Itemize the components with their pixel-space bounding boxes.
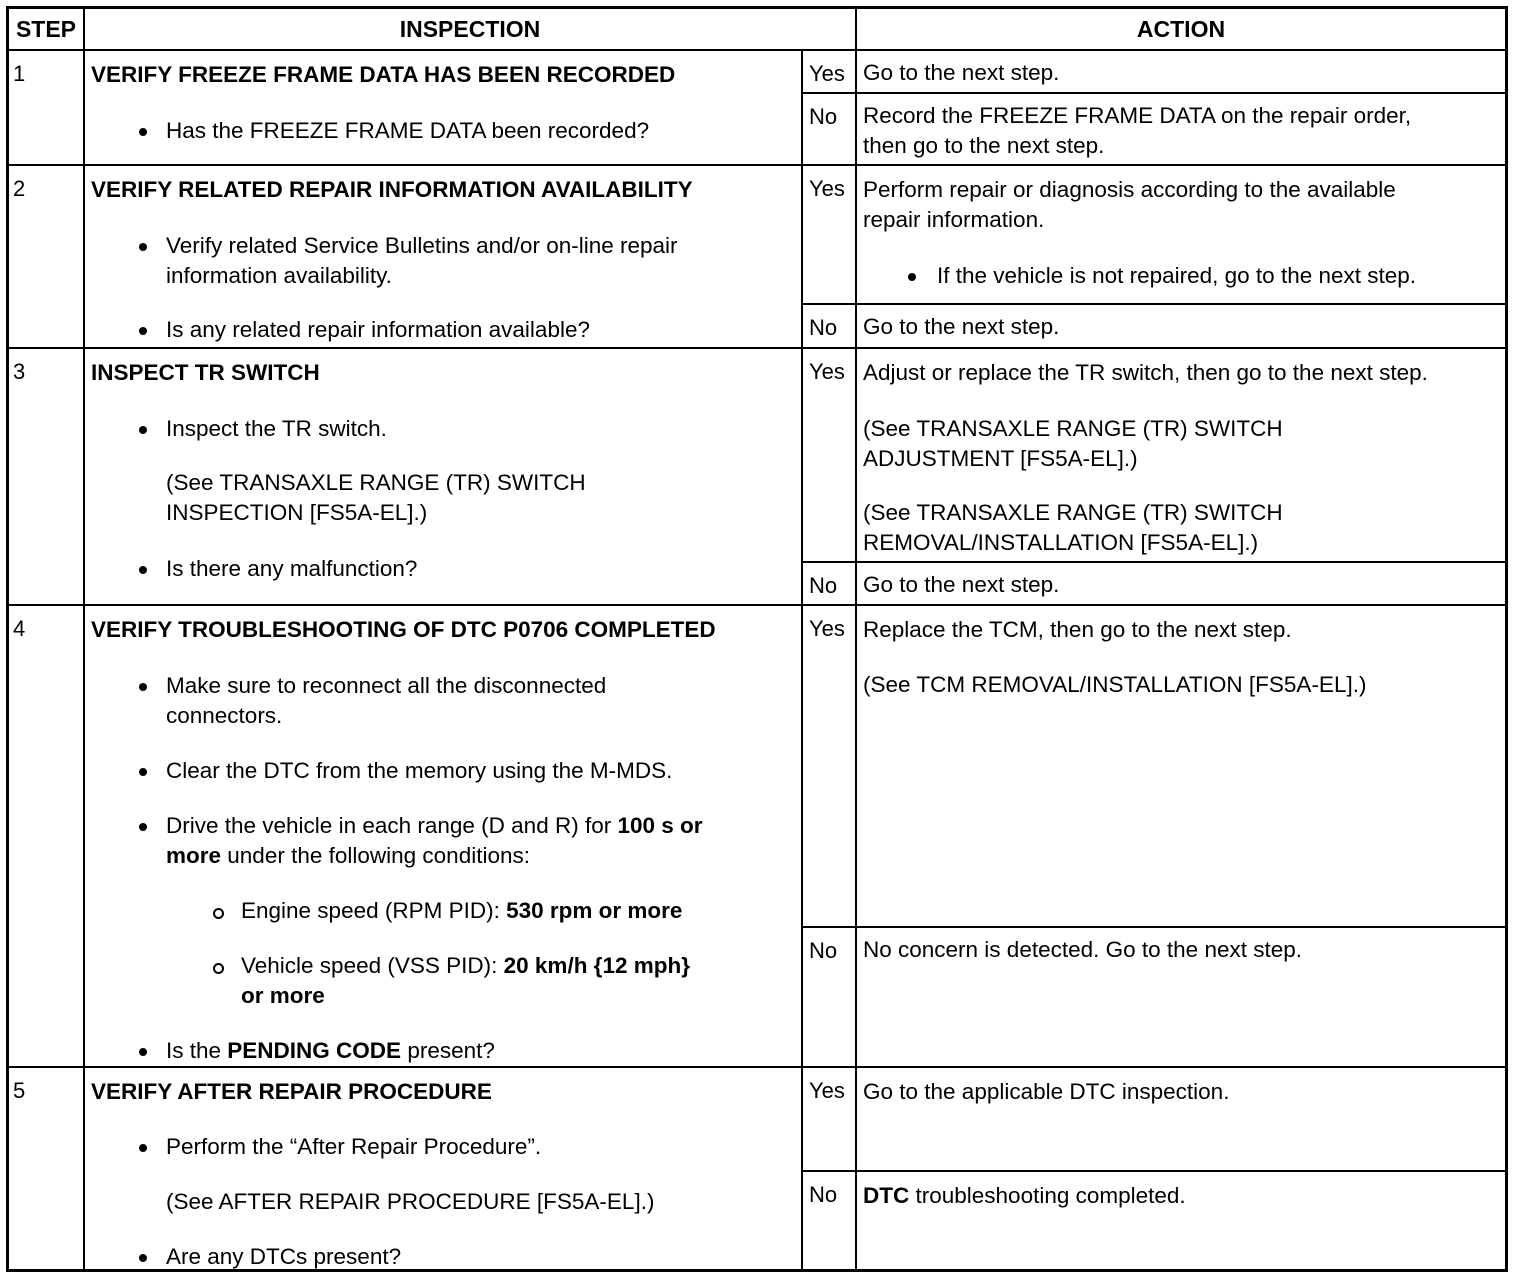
step-4-yes-action: Replace the TCM, then go to the next step. (See TCM REMOVAL/INSTALLATION [FS5A-EL].) [855, 604, 1505, 926]
bullet-icon [139, 683, 147, 691]
inspection-item: Has the FREEZE FRAME DATA been recorded? [166, 118, 650, 143]
step-5-no-action: DTC troubleshooting completed. [855, 1170, 1505, 1269]
bullet-icon [139, 128, 147, 136]
step-5-inspection [83, 1066, 801, 1269]
step-3-no-label: No [801, 561, 855, 604]
inspection-item-cont: connectors. [166, 703, 283, 728]
step-3-yes-action: Adjust or replace the TR switch, then go to the next step. (See TRANSAXLE RANGE (TR) SWITCH ADJUSTMENT [FS5A-EL].) (See TRANSAXLE RANGE (TR) SWITCH REMOVAL/INSTALLATION [FS5A-EL].) [855, 347, 1505, 561]
diagnostic-table [6, 6, 1508, 1272]
bullet-icon [139, 566, 147, 574]
inspection-item: Drive the vehicle in each range (D and R) for 100 s or [166, 813, 703, 838]
bullet-icon [139, 823, 147, 831]
sub-item-cont: or more [241, 983, 325, 1008]
step-number: 2 [13, 176, 26, 201]
step-4-yes-label: Yes [801, 604, 855, 926]
step-title: VERIFY AFTER REPAIR PROCEDURE [91, 1079, 492, 1104]
bullet-icon [139, 768, 147, 776]
inspection-item: Inspect the TR switch. [166, 416, 387, 441]
header-action: ACTION [855, 9, 1505, 49]
step-title: VERIFY TROUBLESHOOTING OF DTC P0706 COMPLETED [91, 617, 716, 642]
step-1-number-cell [9, 49, 83, 164]
step-5-number-cell [9, 1066, 83, 1269]
step-4-no-action: No concern is detected. Go to the next step. [855, 926, 1505, 1066]
step-title: VERIFY FREEZE FRAME DATA HAS BEEN RECORDED [91, 62, 676, 87]
inspection-item: Is the PENDING CODE present? [166, 1038, 495, 1063]
reference: (See AFTER REPAIR PROCEDURE [FS5A-EL].) [166, 1189, 655, 1214]
step-5-yes-action: Go to the applicable DTC inspection. [855, 1066, 1505, 1170]
step-5-yes-label: Yes [801, 1066, 855, 1170]
bullet-icon [139, 1144, 147, 1152]
reference: (See TRANSAXLE RANGE (TR) SWITCH [166, 470, 586, 495]
inspection-item-cont: more under the following conditions: [166, 843, 530, 868]
step-3-inspection [83, 347, 801, 604]
header-step: STEP [15, 15, 77, 42]
step-title: VERIFY RELATED REPAIR INFORMATION AVAILABILITY [91, 177, 693, 202]
sub-item: Vehicle speed (VSS PID): 20 km/h {12 mph} [241, 953, 690, 978]
step-3-yes-label: Yes [801, 347, 855, 561]
step-4-no-label: No [801, 926, 855, 1066]
step-2-inspection [83, 164, 801, 347]
step-title: INSPECT TR SWITCH [91, 360, 320, 385]
bullet-icon [139, 327, 147, 335]
header-inspection: INSPECTION [83, 9, 855, 49]
step-1-no-action: Record the FREEZE FRAME DATA on the repair order, then go to the next step. [855, 92, 1505, 164]
step-number: 3 [13, 359, 26, 384]
step-2-yes-label: Yes [801, 164, 855, 303]
sub-bullet-icon [213, 908, 224, 919]
inspection-item: Is any related repair information available? [166, 317, 590, 342]
inspection-item: Verify related Service Bulletins and/or on-line repair [166, 233, 678, 258]
step-4-number-cell [9, 604, 83, 1066]
step-1-no-label: No [801, 92, 855, 164]
step-2-no-label: No [801, 303, 855, 347]
bullet-icon [139, 243, 147, 251]
step-number: 1 [13, 61, 26, 86]
bullet-icon [139, 426, 147, 434]
step-2-yes-action: Perform repair or diagnosis according to the available repair information. If the vehicle is not repaired, go to the next step. [855, 164, 1505, 303]
step-1-yes-action: Go to the next step. [855, 49, 1505, 92]
bullet-icon [908, 273, 916, 281]
bullet-icon [139, 1048, 147, 1056]
step-3-no-action: Go to the next step. [855, 561, 1505, 604]
step-4-inspection [83, 604, 801, 1066]
inspection-item: Perform the “After Repair Procedure”. [166, 1134, 542, 1159]
inspection-item: Make sure to reconnect all the disconnected [166, 673, 607, 698]
inspection-item: Clear the DTC from the memory using the M-MDS. [166, 758, 673, 783]
sub-item: Engine speed (RPM PID): 530 rpm or more [241, 898, 683, 923]
inspection-item: Are any DTCs present? [166, 1244, 402, 1269]
reference-cont: INSPECTION [FS5A-EL].) [166, 500, 428, 525]
bullet-icon [139, 1254, 147, 1262]
inspection-item-cont: information availability. [166, 263, 392, 288]
step-2-no-action: Go to the next step. [855, 303, 1505, 347]
step-5-no-label: No [801, 1170, 855, 1269]
inspection-item: Is there any malfunction? [166, 556, 418, 581]
step-3-number-cell [9, 347, 83, 604]
step-1-yes-label: Yes [801, 49, 855, 92]
step-number: 5 [13, 1078, 26, 1103]
sub-bullet-icon [213, 963, 224, 974]
step-1-inspection [83, 49, 801, 164]
step-number: 4 [13, 616, 26, 641]
step-2-number-cell [9, 164, 83, 347]
